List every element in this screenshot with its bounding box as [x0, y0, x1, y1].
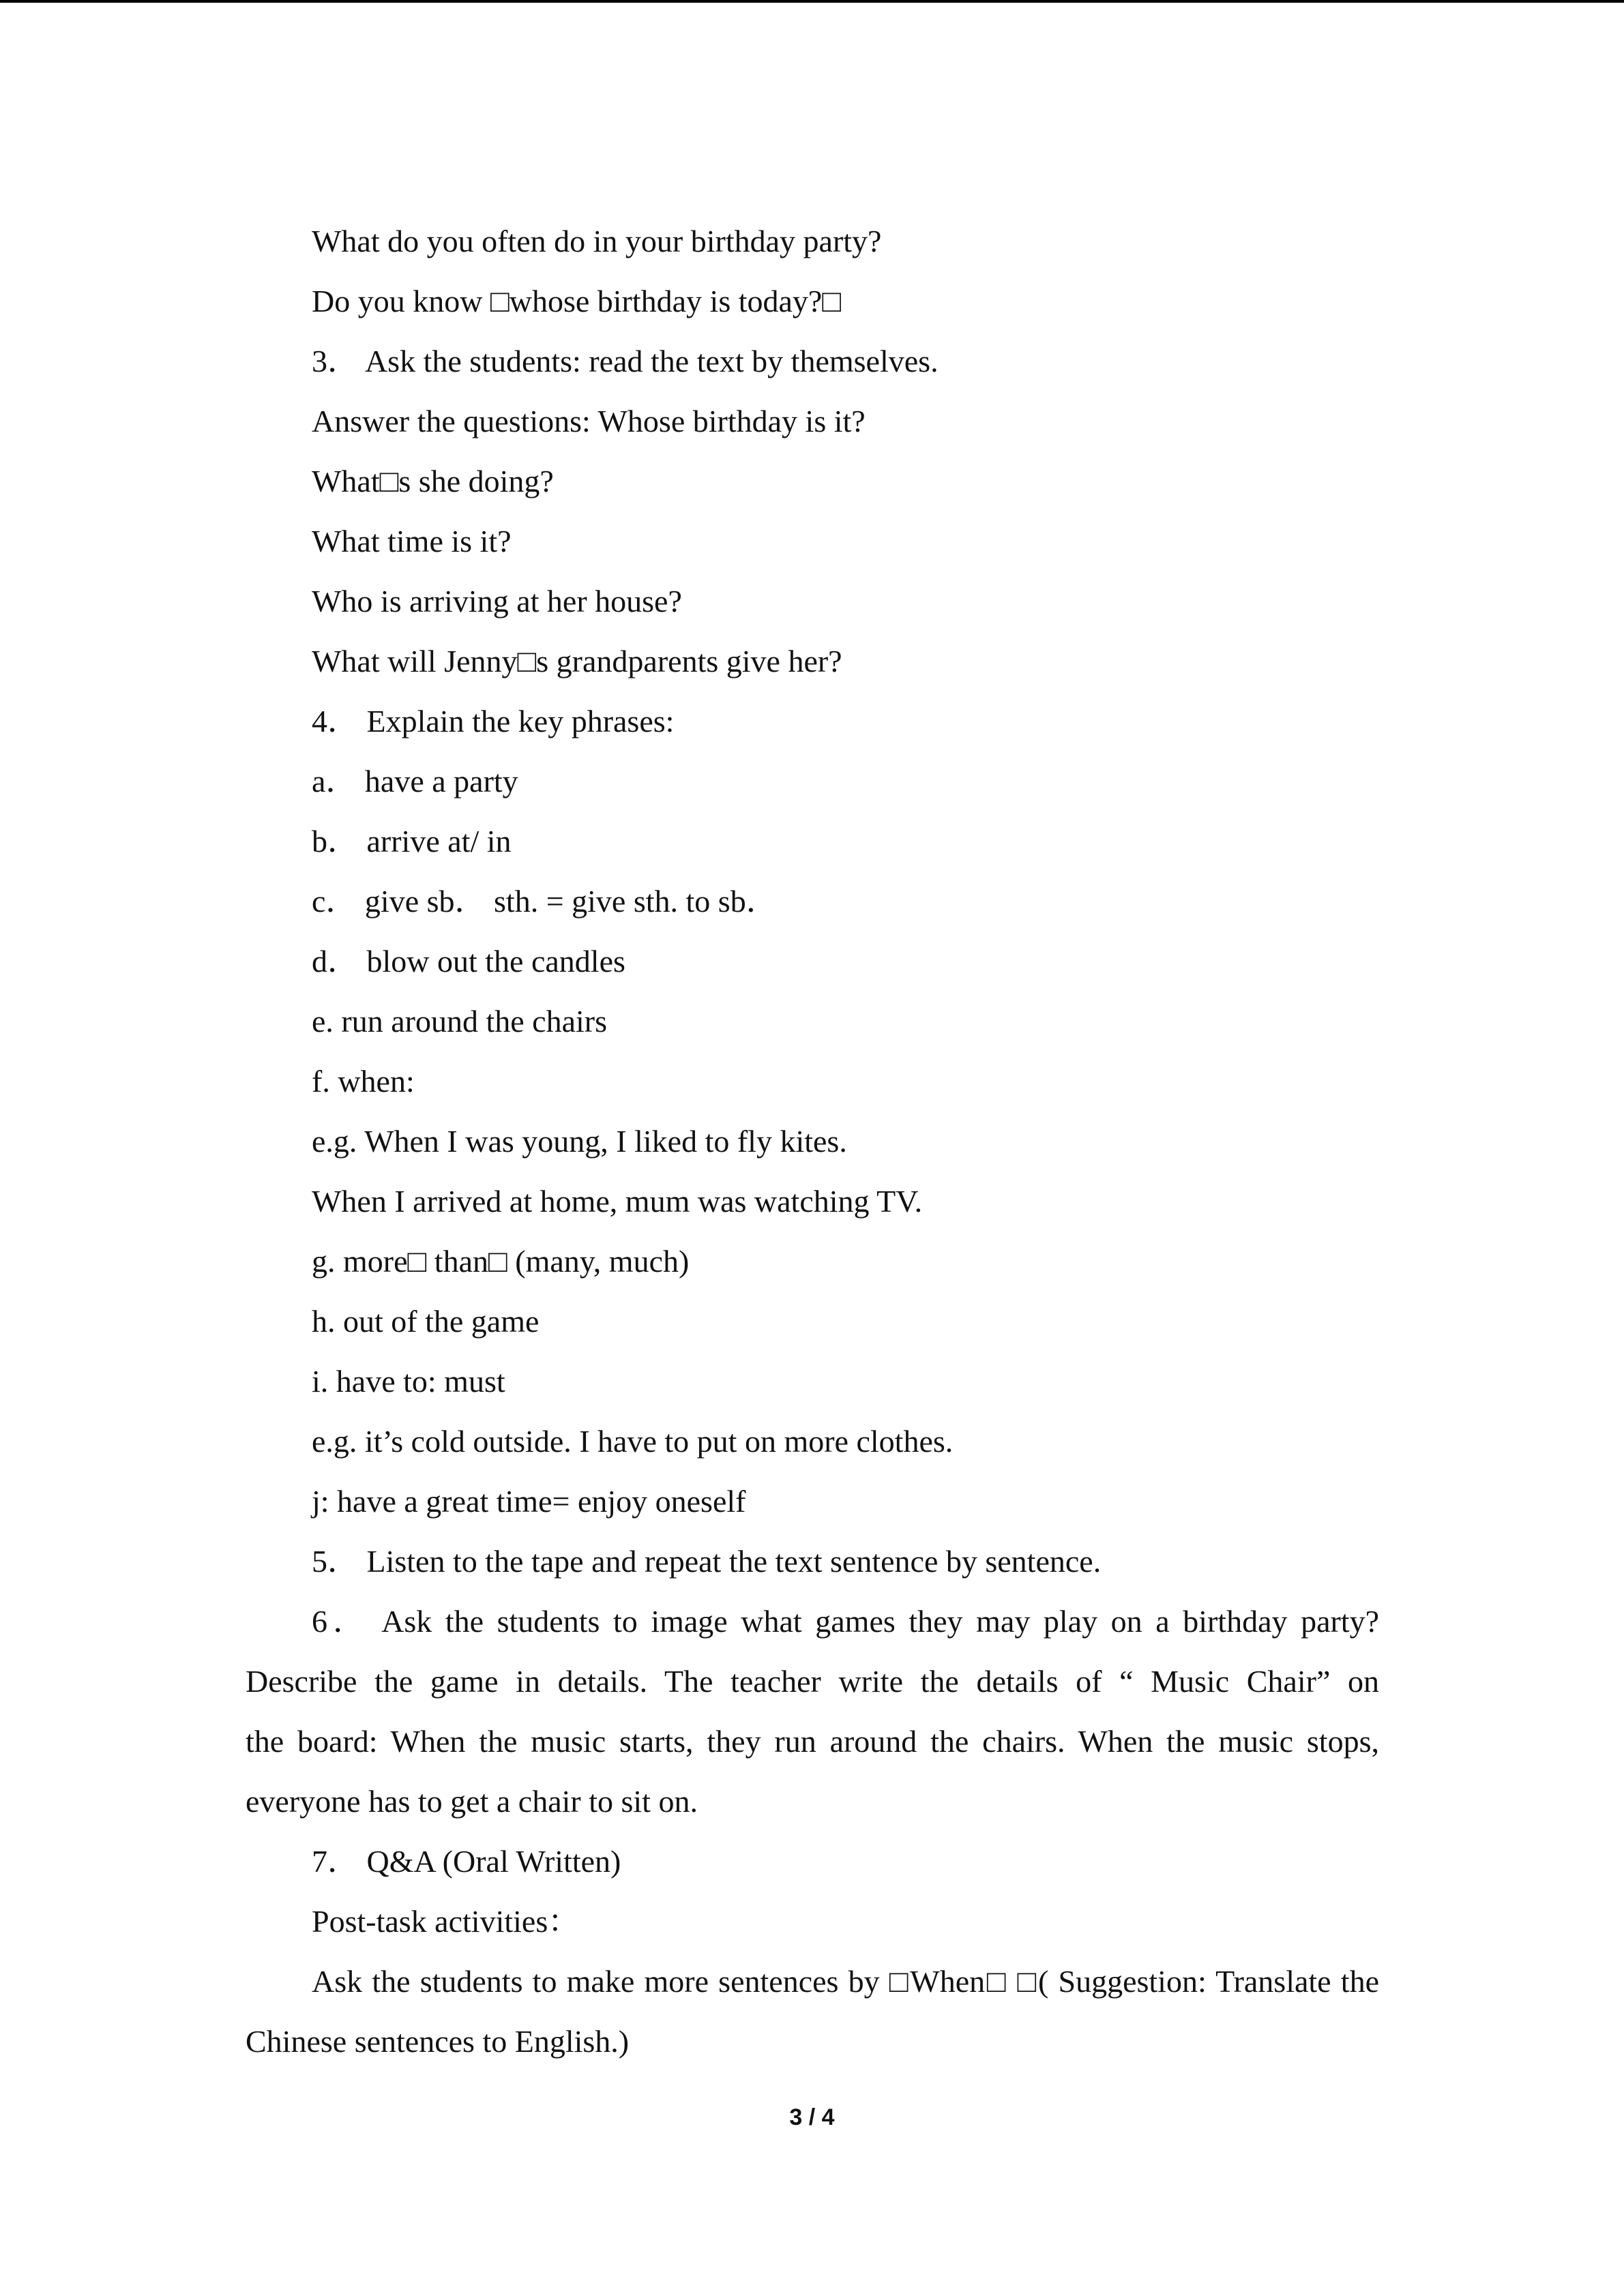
- example-sentence: When I arrived at home, mum was watching TV.: [312, 1184, 923, 1219]
- phrase-item: d． blow out the candles: [312, 944, 625, 979]
- phrase-item: i. have to: must: [312, 1364, 505, 1399]
- phrase-item: e. run around the chairs: [312, 1004, 608, 1039]
- post-task-heading: Post-task activities：: [312, 1904, 580, 1939]
- page-number: 3 / 4: [789, 2104, 835, 2130]
- step-4-heading: 4． Explain the key phrases:: [312, 704, 675, 739]
- step-6-paragraph-line: everyone has to get a chair to sit on.: [246, 1784, 698, 1819]
- phrase-item: c． give sb． sth. = give sth. to sb．: [312, 884, 778, 919]
- text-line: What do you often do in your birthday party?: [312, 224, 882, 258]
- step-6-paragraph-line: the board: When the music starts, they run around the chairs. When the music stops,: [246, 1724, 1379, 1759]
- text-line: What□s she doing?: [312, 464, 554, 498]
- text-line: Do you know □whose birthday is today?□: [312, 284, 842, 318]
- step-6-paragraph-line: Describe the game in details. The teacher write the details of “ Music Chair” on: [246, 1664, 1379, 1699]
- phrase-item: f. when:: [312, 1064, 415, 1099]
- text-line: Who is arriving at her house?: [312, 584, 682, 618]
- text-line: Answer the questions: Whose birthday is it?: [312, 404, 866, 438]
- phrase-item: j: have a great time= enjoy oneself: [312, 1484, 746, 1519]
- step-6-paragraph-line: 6． Ask the students to image what games they may play on a birthday party?: [312, 1604, 1379, 1639]
- step-3-heading: 3． Ask the students: read the text by themselves.: [312, 344, 939, 378]
- post-task-paragraph-line: Ask the students to make more sentences by □When□ □( Suggestion: Translate the: [312, 1964, 1379, 1999]
- phrase-item: g. more□ than□ (many, much): [312, 1244, 690, 1279]
- phrase-item: a． have a party: [312, 764, 518, 799]
- example-sentence: e.g. When I was young, I liked to fly kites.: [312, 1124, 847, 1159]
- phrase-item: b． arrive at/ in: [312, 824, 512, 859]
- phrase-item: h. out of the game: [312, 1304, 540, 1339]
- example-sentence: e.g. it’s cold outside. I have to put on more clothes.: [312, 1424, 954, 1459]
- post-task-paragraph-line: Chinese sentences to English.): [246, 2024, 630, 2059]
- step-7-heading: 7． Q&A (Oral Written): [312, 1844, 621, 1879]
- text-line: What time is it?: [312, 524, 512, 558]
- text-line: What will Jenny□s grandparents give her?: [312, 644, 842, 679]
- step-5-heading: 5． Listen to the tape and repeat the text sentence by sentence.: [312, 1544, 1102, 1579]
- lesson-plan-body: [246, 211, 1379, 2072]
